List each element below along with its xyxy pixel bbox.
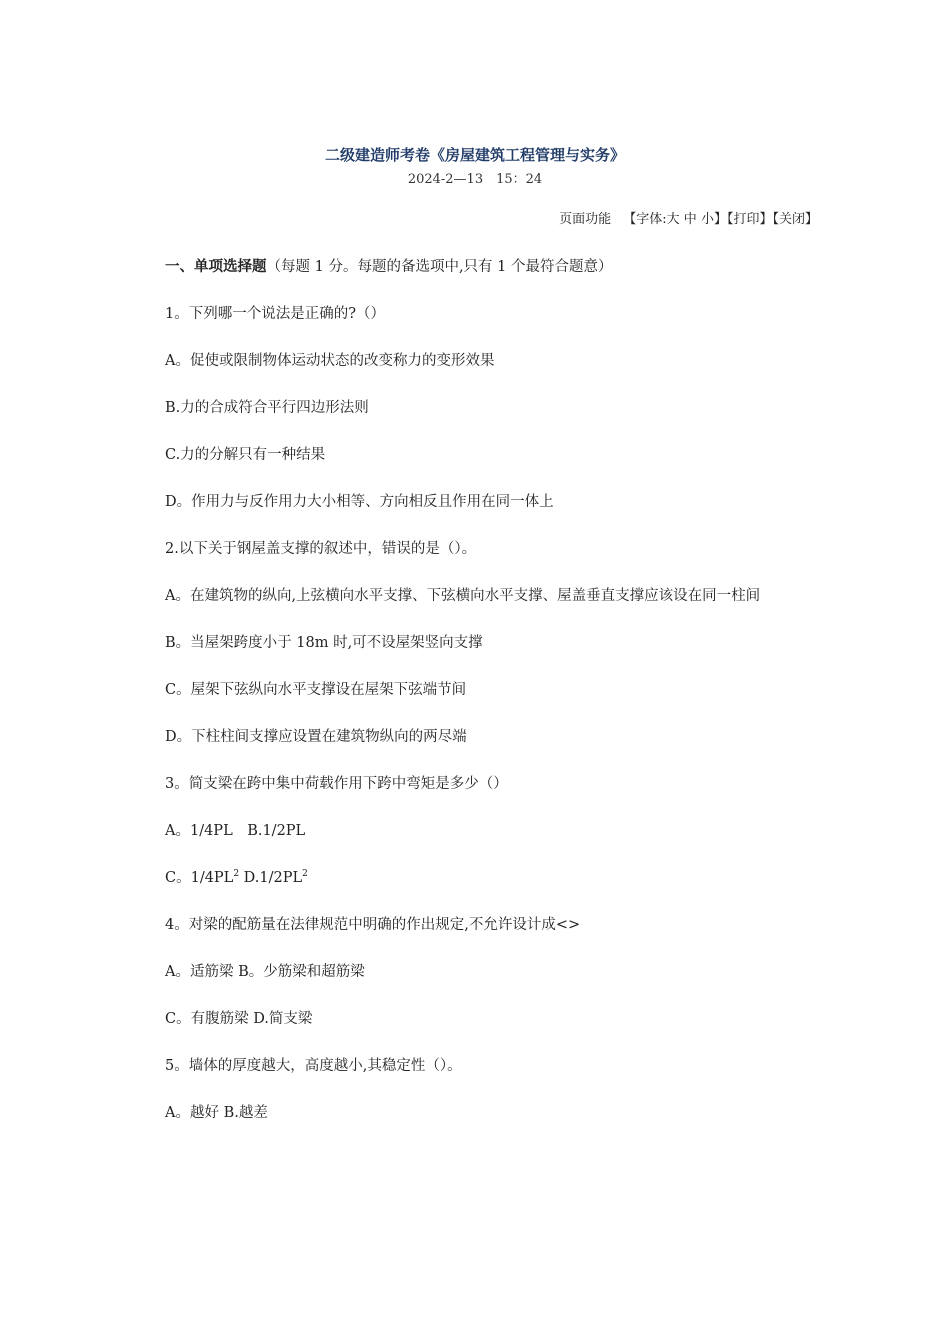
answer-option: B。当屋架跨度小于 18m 时,可不设屋架竖向支撑 xyxy=(165,635,483,651)
option-d-superscript: 2 xyxy=(302,869,308,880)
question-stem: 1。下列哪一个说法是正确的?（） xyxy=(165,306,385,322)
print-link[interactable]: 【打印】 xyxy=(726,212,773,227)
answer-option: A。1/4PL B.1/2PL xyxy=(165,823,306,839)
section-note: （每题 1 分。每题的备选项中,只有 1 个最符合题意） xyxy=(266,259,613,275)
font-size-label: 【字体: xyxy=(623,212,667,227)
answer-option xyxy=(133,867,823,889)
answer-option: A。在建筑物的纵向,上弦横向水平支撑、下弦横向水平支撑、屋盖垂直支撑应该设在同一柱间 xyxy=(165,588,761,604)
answer-option: C。有腹筋梁 D.简支梁 xyxy=(165,1011,313,1027)
exam-content xyxy=(133,256,823,1149)
page-function-label: 页面功能 xyxy=(559,212,612,227)
question-stem: 2.以下关于钢屋盖支撑的叙述中，错误的是（）。 xyxy=(165,541,477,557)
option-c-superscript: 2 xyxy=(233,869,240,880)
option-d-text: D.1/2PL xyxy=(239,870,303,886)
answer-option: D。作用力与反作用力大小相等、方向相反且作用在同一体上 xyxy=(165,494,554,510)
section-heading xyxy=(133,256,823,278)
answer-option: B.力的合成符合平行四边形法则 xyxy=(165,400,369,416)
answer-option: C。屋架下弦纵向水平支撑设在屋架下弦端节间 xyxy=(165,682,467,698)
section-title: 一、单项选择题 xyxy=(165,258,267,275)
answer-option: C.力的分解只有一种结果 xyxy=(165,447,326,463)
font-large-link[interactable]: 大 xyxy=(666,212,680,227)
question-stem: 5。墙体的厚度越大，高度越小,其稳定性（）。 xyxy=(165,1058,462,1074)
close-link[interactable]: 【关闭】 xyxy=(772,212,818,227)
answer-option: A。越好 B.越差 xyxy=(165,1105,268,1121)
page-title: 二级建造师考卷《房屋建筑工程管理与实务》 xyxy=(324,146,625,164)
page-function-bar xyxy=(559,210,818,230)
font-medium-link[interactable]: 中 xyxy=(683,212,697,227)
font-small-link[interactable]: 小】 xyxy=(700,212,727,227)
question-stem: 4。对梁的配筋量在法律规范中明确的作出规定,不允许设计成<> xyxy=(165,917,581,933)
option-c-text: C。1/4PL xyxy=(165,870,234,886)
answer-option: D。下柱柱间支撑应设置在建筑物纵向的两尽端 xyxy=(165,729,467,745)
question-stem: 3。简支梁在跨中集中荷载作用下跨中弯矩是多少（） xyxy=(165,776,508,792)
answer-option: A。促使或限制物体运动状态的改变称力的变形效果 xyxy=(165,353,495,369)
publish-datetime: 2024-2—13 15：24 xyxy=(407,172,543,187)
answer-option: A。适筋梁 B。少筋梁和超筋梁 xyxy=(165,964,365,980)
